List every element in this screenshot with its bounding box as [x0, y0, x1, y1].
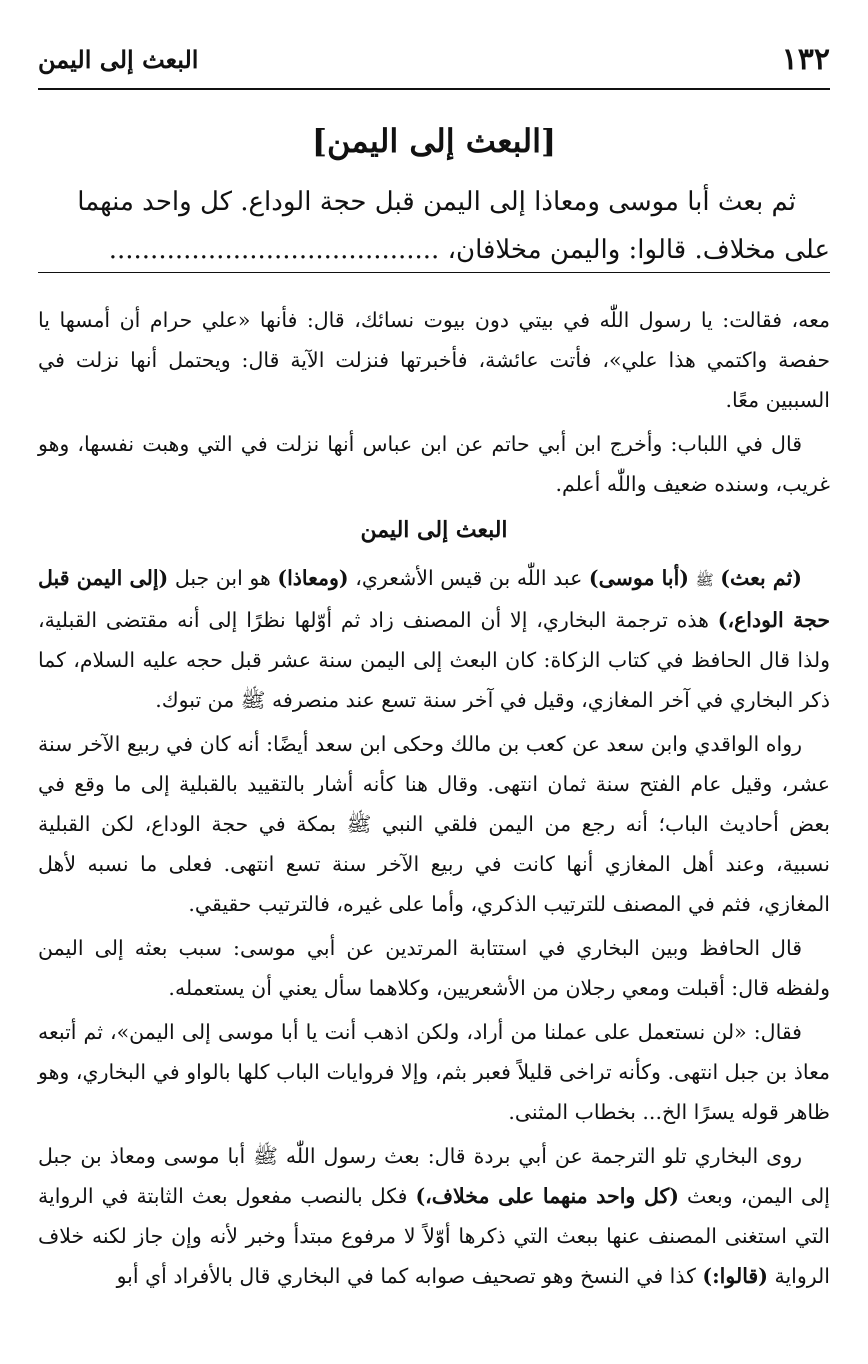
quote-then-sent: (ثم بعث)	[720, 566, 802, 590]
honorific-glyph: ﷺ	[695, 571, 714, 589]
commentary	[38, 300, 830, 1300]
commentary-text: هو ابن جبل	[168, 566, 278, 590]
page-number: ١٣٢	[781, 41, 830, 77]
quote-muadh: (ومعاذا)	[277, 566, 349, 590]
main-text	[38, 178, 830, 274]
separator-rule	[38, 272, 830, 273]
quote-they-said: (قالوا:)	[702, 1264, 768, 1288]
page-header	[38, 30, 830, 90]
quote-abu-musa: (أبا موسى)	[588, 566, 689, 590]
main-text-line-2: على مخلاف. قالوا: واليمن مخلافان، ........................................	[108, 235, 830, 265]
commentary-text: فكل بالنصب مفعول بعث الثابتة في الرواية التي استغنى المصنف عنها ببعث التي ذكرها أوّلاً لا مرفوع مبتدأ وخبر لأنه وإن جاز لكنه خلاف الرواية	[38, 1184, 830, 1288]
chapter-title: [البعث إلى اليمن]	[311, 122, 557, 160]
commentary-text: عبد اللّٰه بن قيس الأشعري،	[348, 566, 589, 590]
commentary-text: روى البخاري تلو الترجمة عن أبي بردة قال: بعث رسول اللّٰه ﷺ أبا موسى ومعاذ بن جبل إلى اليمن، وبعث	[38, 1144, 830, 1208]
commentary-paragraph-3	[38, 558, 830, 720]
commentary-paragraph-2: قال في اللباب: وأخرج ابن أبي حاتم عن ابن عباس أنها نزلت في التي وهبت نفسها، وهو غريب، وسنده ضعيف واللّٰه أعلم.	[38, 432, 830, 496]
commentary-paragraph-6: فقال: «لن نستعمل على عملنا من أراد، ولكن اذهب أنت يا أبا موسى إلى اليمن»، ثم أتبعه معاذ بن جبل انتهى. وكأنه تراخى قليلاً فعبر بثم، وإلا فروايات الباب كلها بالواو في البخاري، وهو ظاهر قوله يسرًا الخ... بخطاب المثنى.	[38, 1020, 830, 1124]
main-text-line-1: ثم بعث أبا موسى ومعاذا إلى اليمن قبل حجة الوداع. كل واحد منهما	[77, 187, 796, 217]
commentary-sub-heading: البعث إلى اليمن	[360, 517, 508, 543]
running-title: البعث إلى اليمن	[38, 44, 199, 74]
quote-to-yemen: (إلى اليمن قبل حجة الوداع،)	[38, 566, 830, 632]
commentary-paragraph-7	[38, 1136, 830, 1296]
quote-each-one: (كل واحد منهما على مخلاف،)	[415, 1184, 679, 1208]
commentary-paragraph-1: معه، فقالت: يا رسول اللّٰه في بيتي دون بيوت نسائك، قال: فأنها «علي حرام أن أمسها يا حفصة واكتمي هذا علي»، فأتت عائشة، فأخبرتها فنزلت الآية قال: ويحتمل أنها نزلت في السببين معًا.	[38, 308, 830, 412]
commentary-paragraph-4: رواه الواقدي وابن سعد عن كعب بن مالك وحكى ابن سعد أيضًا: أنه كان في ربيع الآخر سنة عشر، وقيل عام الفتح سنة ثمان انتهى. وقال هنا كأنه أشار بالتقييد بالقبلية إلى ما وقع في بعض أحاديث الباب؛ أنه رجع من اليمن فلقي النبي ﷺ بمكة في حجة الوداع، لكن القبلية نسبية، وعند أهل المغازي أنها كانت في ربيع الآخر سنة تسع انتهى. فعلى ما نسبه لأهل المغازي، فثم في المصنف للترتيب الذكري، وأما على غيره، فالترتيب حقيقي.	[38, 732, 830, 916]
commentary-text: كذا في النسخ وهو تصحيف صوابه كما في البخاري قال بالأفراد أي أبو	[116, 1264, 703, 1288]
commentary-paragraph-5: قال الحافظ وبين البخاري في استتابة المرتدين عن أبي موسى: سبب بعثه إلى اليمن ولفظه قال: أقبلت ومعي رجلان من الأشعريين، وكلاهما سأل يعني أن يستعمله.	[38, 936, 830, 1000]
commentary-text: هذه ترجمة البخاري، إلا أن المصنف زاد ثم أوّلها نظرًا إلى أنه مقتضى القبلية، ولذا قال الحافظ في كتاب الزكاة: كان البعث إلى اليمن سنة عشر قبل حجه عليه السلام، كما ذكر البخاري في آخر المغازي، وقيل في آخر سنة تسع عند منصرفه ﷺ من تبوك.	[38, 608, 830, 712]
